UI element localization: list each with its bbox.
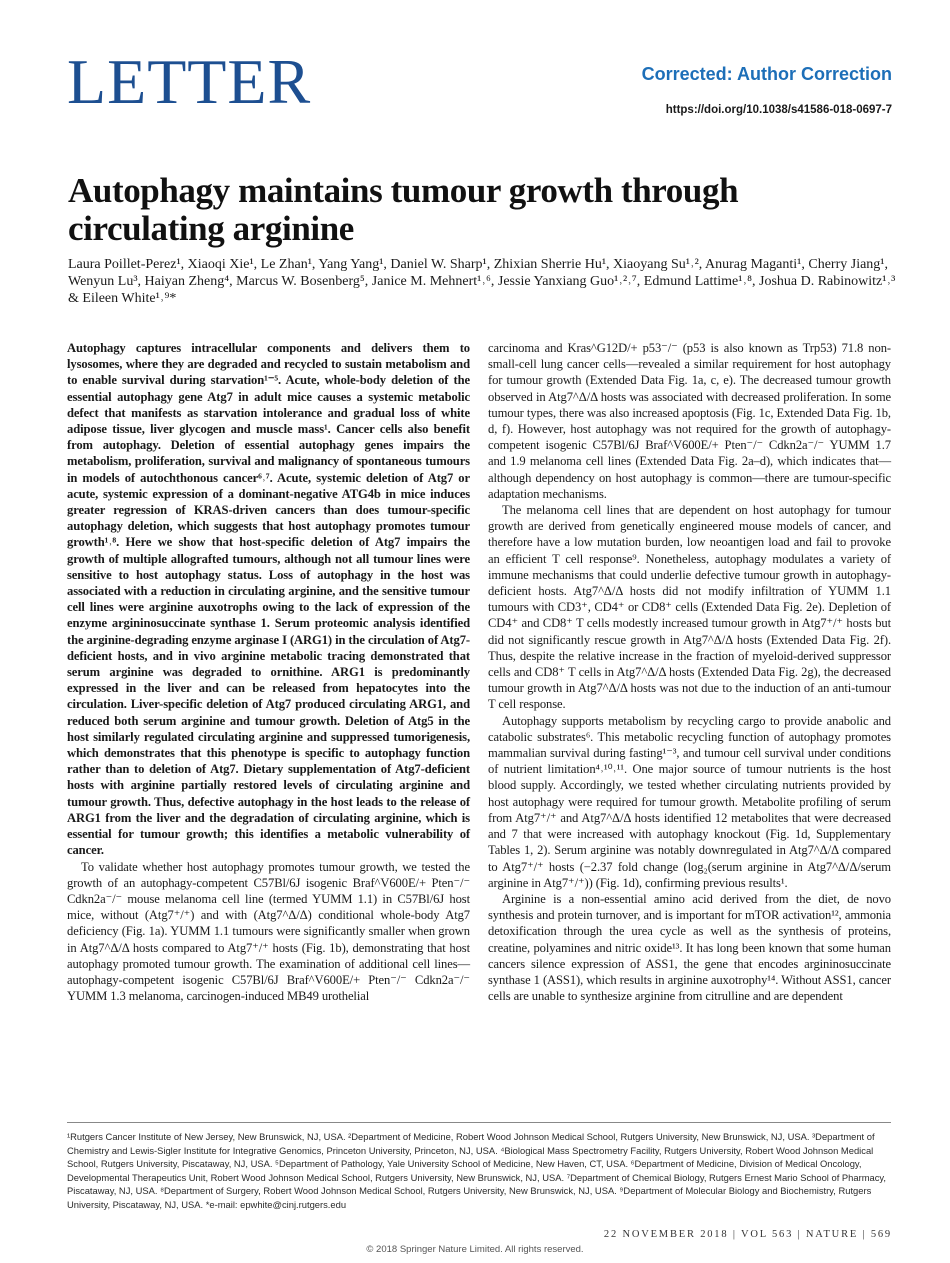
article-title: Autophagy maintains tumour growth through circulating arginine (68, 171, 739, 248)
body-paragraph: To validate whether host autophagy promotes tumour growth, we tested the growth of an autophagy-competent C57Bl/6J isogenic Braf^V600E/+ Pten⁻/⁻ Cdkn2a⁻/⁻ mouse melanoma cell line (termed YUMM 1.1) in C57Bl/6J host mice, without (Atg7⁺/⁺) and with (Atg7^Δ/Δ) conditional whole-body Atg7 deficiency (Fig. 1a). YUMM 1.1 tumours were significantly smaller when grown in Atg7^Δ/Δ hosts compared to Atg7⁺/⁺ hosts (Fig. 1b), demonstrating that host autophagy promoted tumour growth. The examination of additional cell lines—autophagy-competent isogenic C57Bl/6J Braf^V600E/+ Pten⁻/⁻ Cdkn2a⁻/⁻ YUMM 1.3 melanoma, carcinogen-induced MB49 urothelial (67, 859, 470, 1004)
body-paragraph: The melanoma cell lines that are dependent on host autophagy for tumour growth are derived from genetically engineered mouse models of cancer, and therefore have a low mutation burden, low neoantigen load and fail to provoke an efficient T cell response⁹. Nonetheless, autophagy modulates a variety of immune mechanisms that could underlie defective tumour growth in autophagy-deficient hosts. Atg7^Δ/Δ hosts did not modify infiltration of YUMM 1.1 tumours with CD3⁺, CD4⁺ or CD8⁺ cells (Extended Data Fig. 2e). Depletion of CD4⁺ and CD8⁺ T cells modestly increased tumour growth in Atg7⁺/⁺ hosts but did not significantly rescue growth in Atg7^Δ/Δ hosts (Extended Data Fig. 2f). Thus, despite the relative increase in the fraction of myeloid-derived suppressor cells and CD8⁺ T cells in Atg7^Δ/Δ hosts (Extended Data Fig. 2g), the decreased tumour growth in Atg7^Δ/Δ hosts was not due to the induction of an anti-tumour T cell response. (488, 503, 891, 712)
right-column (488, 340, 891, 1004)
doi-link[interactable]: https://doi.org/10.1038/s41586-018-0697-7 (665, 104, 892, 116)
body-paragraph: carcinoma and Kras^G12D/+ p53⁻/⁻ (p53 is also known as Trp53) 71.8 non-small-cell lung cancer cells—revealed a similar requirement for host autophagy for tumour growth (Extended Data Fig. 1a, c, e). The decreased tumour growth observed in Atg7^Δ/Δ hosts was associated with decreased proliferation. In some tumour types, there was also increased apoptosis (Fig. 1c, Extended Data Fig. 1b, d, f). However, host autophagy was not required for the growth of autophagy-competent isogenic C57Bl/6J Braf^V600E/+ Pten⁻/⁻ Cdkn2a⁻/⁻ YUMM 1.7 and 1.9 melanoma cell lines (Extended Data Fig. 2a–d), which indicates that—although dependency on host autophagy is common—there are tumour-specific adaptation mechanisms. (488, 341, 891, 501)
body-paragraph: Arginine is a non-essential amino acid derived from the diet, de novo synthesis and protein turnover, and is important for mTOR activation¹², ammonia detoxification through the urea cycle as well as the synthesis of proteins, creatine, polyamines and nitric oxide¹³. It has long been known that some human cancers silence expression of ASS1, the gene that encodes argininosuccinate synthase 1 (ASS1), which results in arginine auxotrophy¹⁴. Without ASS1, cancer cells are unable to synthesize arginine from citrulline and are dependent (488, 891, 891, 1004)
footnote-divider (67, 1122, 891, 1123)
journal-footer: 22 NOVEMBER 2018 | VOL 563 | NATURE | 569 (603, 1229, 892, 1240)
affiliations-text: ¹Rutgers Cancer Institute of New Jersey, New Brunswick, NJ, USA. ²Department of Medicine, Robert Wood Johnson Medical School, Rutgers University, New Brunswick, NJ, USA. ³Department of Chemistry and Lewis-Sigler Institute for Integrative Genomics, Princeton University, Princeton, NJ, USA. ⁴Biological Mass Spectrometry Facility, Rutgers University, Robert Wood Johnson Medical School, Rutgers University, Piscataway, NJ, USA. ⁵Department of Pathology, Yale University School of Medicine, New Haven, CT, USA. ⁶Department of Medicine, Division of Medical Oncology, Developmental Therapeutics Unit, Robert Wood Johnson Medical School, Rutgers University, New Brunswick, NJ, USA. ⁷Department of Chemical Biology, Rutgers Ernest Mario School of Pharmacy, Piscataway, NJ, USA. ⁸Department of Surgery, Robert Wood Johnson Medical School, Rutgers University, New Brunswick, NJ, USA. ⁹Department of Molecular Biology and Biochemistry, Rutgers University, Piscataway, NJ, USA. *e-mail: epwhite@cinj.rutgers.edu (67, 1131, 887, 1210)
abstract: Autophagy captures intracellular components and delivers them to lysosomes, where they are degraded and recycled to sustain metabolism and to enable survival during starvation¹⁻⁵. Acute, whole-body deletion of the essential autophagy gene Atg7 in adult mice causes a systemic metabolic defect that manifests as starvation intolerance and gradual loss of white adipose tissue, liver glycogen and muscle mass¹. Cancer cells also benefit from autophagy. Deletion of essential autophagy genes impairs the metabolism, proliferation, survival and malignancy of spontaneous tumours in models of autochthonous cancer⁶˒⁷. Acute, systemic deletion of Atg7 or acute, systemic expression of a dominant-negative ATG4b in mice induces greater regression of KRAS-driven cancers than does tumour-specific autophagy deletion, which suggests that host autophagy promotes tumour growth¹˒⁸. Here we show that host-specific deletion of Atg7 impairs the growth of multiple allografted tumours, although not all tumour lines were sensitive to host autophagy status. Loss of autophagy in the host was associated with a reduction in circulating arginine, and the sensitive tumour cell lines were arginine auxotrophs owing to the lack of expression of the enzyme argininosuccinate synthase 1. Serum proteomic analysis identified the arginine-degrading enzyme arginase I (ARG1) in the circulation of Atg7-deficient hosts, and in vivo arginine metabolic tracing demonstrated that serum arginine was degraded to ornithine. ARG1 is predominantly expressed in the liver and can be released from hepatocytes into the circulation. Liver-specific deletion of Atg7 produced circulating ARG1, and reduced both serum arginine and tumour growth. Deletion of Atg5 in the host similarly regulated circulating arginine and suppressed tumorigenesis, which demonstrates that this phenotype is specific to autophagy function rather than to deletion of Atg7. Dietary supplementation of Atg7-deficient hosts with arginine partially restored levels of circulating arginine and tumour growth. Thus, defective autophagy in the host leads to the release of ARG1 from the liver and the degradation of circulating arginine, which is essential for tumour growth; this identifies a metabolic vulnerability of cancer. (67, 341, 470, 858)
copyright: © 2018 Springer Nature Limited. All rights reserved. (366, 1244, 584, 1255)
section-label: LETTER (67, 46, 312, 117)
correction-link[interactable]: Corrected: Author Correction (641, 64, 892, 84)
affiliations (67, 1130, 891, 1211)
body-paragraph: Autophagy supports metabolism by recycling cargo to provide anabolic and catabolic substrates⁶. This metabolic recycling function of autophagy promotes mammalian survival during fasting¹⁻³, and tumour cell survival under conditions of nutrient limitation⁴˒¹⁰˒¹¹. One major source of tumour nutrients is the host blood supply. Accordingly, we tested whether circulating nutrients provided by host autophagy were required for tumour growth. Metabolite profiling of serum from Atg7⁺/⁺ and Atg7^Δ/Δ hosts identified 12 metabolites that were decreased and 7 that were increased with autophagy knockout (Fig. 1d, Supplementary Tables 1, 2). Serum arginine was notably downregulated in Atg7^Δ/Δ compared to Atg7⁺/⁺ hosts (−2.37 fold change (log₂(serum arginine in Atg7^Δ/Δ/serum arginine in Atg7⁺/⁺)) (Fig. 1d), confirming previous results¹. (488, 713, 891, 890)
left-column (67, 340, 470, 1004)
author-list: Laura Poillet-Perez¹, Xiaoqi Xie¹, Le Zhan¹, Yang Yang¹, Daniel W. Sharp¹, Zhixian Sherrie Hu¹, Xiaoyang Su¹˒², Anurag Maganti¹, Cherry Jiang¹, Wenyun Lu³, Haiyan Zheng⁴, Marcus W. Bosenberg⁵, Janice M. Mehnert¹˒⁶, Jessie Yanxiang Guo¹˒²˒⁷, Edmund Lattime¹˒⁸, Joshua D. Rabinowitz¹˒³ & Eileen White¹˒⁹* (68, 257, 896, 306)
